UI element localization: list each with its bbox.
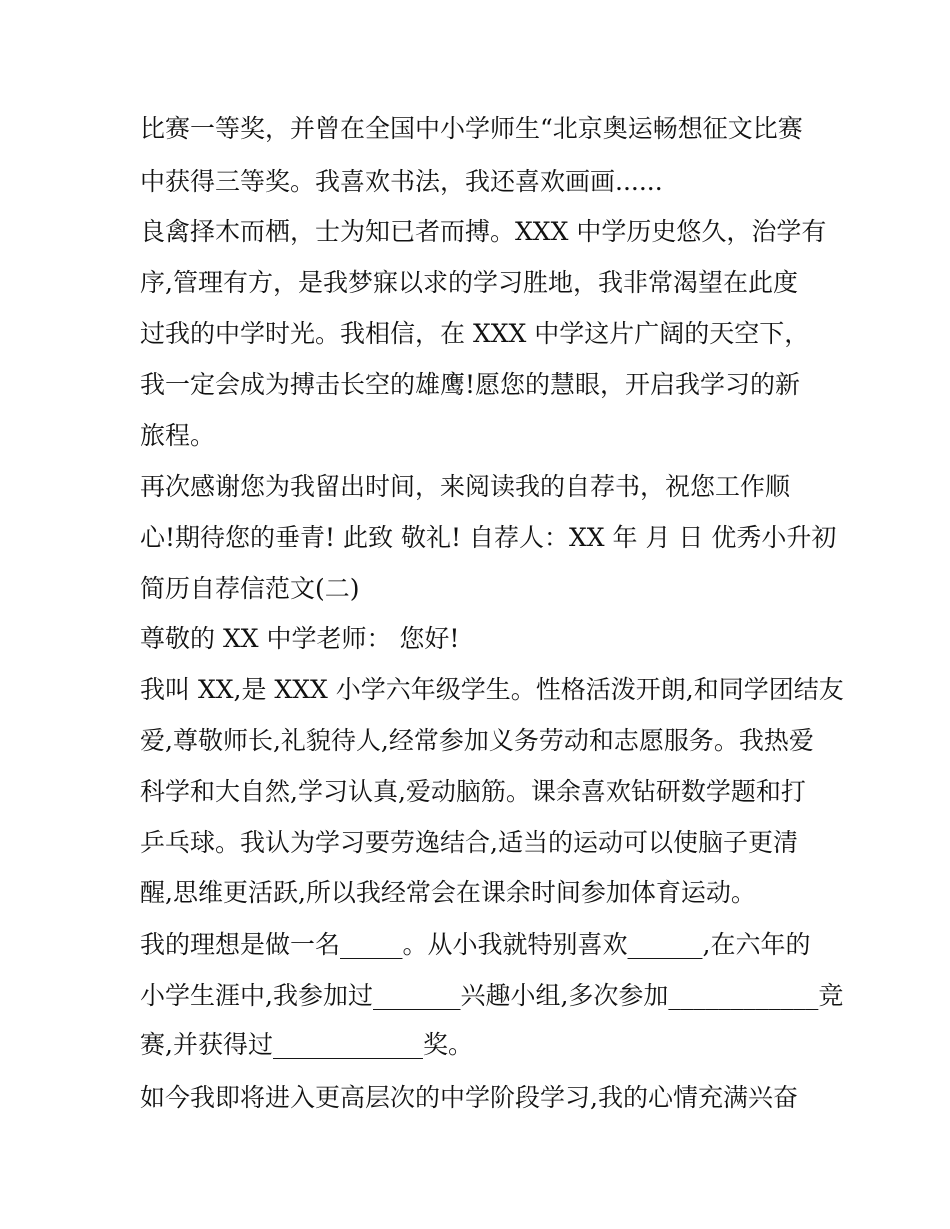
- paragraph-line: 序,管理有方，是我梦寐以求的学习胜地，我非常渴望在此度: [140, 268, 798, 297]
- paragraph-line: 爱,尊敬师长,礼貌待人,经常参加义务劳动和志愿服务。我热爱: [140, 726, 814, 755]
- paragraph-line: 再次感谢您为我留出时间，来阅读我的自荐书，祝您工作顺: [140, 472, 791, 501]
- paragraph-line: 赛,并获得过____________奖。: [140, 1030, 473, 1059]
- section-heading: 简历自荐信范文(二): [140, 574, 360, 603]
- paragraph-line: 比赛一等奖，并曾在全国中小学师生“北京奥运畅想征文比赛: [140, 114, 803, 143]
- paragraph-line: 良禽择木而栖，士为知已者而搏。XXX 中学历史悠久，治学有: [140, 217, 827, 246]
- paragraph-line: 醒,思维更活跃,所以我经常会在课余时间参加体育运动。: [140, 878, 756, 907]
- paragraph-line: 中获得三等奖。我喜欢书法，我还喜欢画画......: [140, 167, 663, 196]
- paragraph-line: 乒乓球。我认为学习要劳逸结合,适当的运动可以使脑子更清: [140, 828, 798, 857]
- paragraph-line: 过我的中学时光。我相信，在 XXX 中学这片广阔的天空下，: [140, 319, 810, 348]
- paragraph-line: 我叫 XX,是 XXX 小学六年级学生。性格活泼开朗,和同学团结友: [140, 675, 844, 704]
- paragraph-line: 小学生涯中,我参加过_______兴趣小组,多次参加____________竞: [140, 981, 844, 1010]
- paragraph-line: 如今我即将进入更高层次的中学阶段学习,我的心情充满兴奋: [140, 1083, 798, 1112]
- paragraph-line: 我的理想是做一名_____。从小我就特别喜欢______,在六年的: [140, 930, 811, 959]
- paragraph-line: 心!期待您的垂青! 此致 敬礼! 自荐人：XX 年 月 日 优秀小升初: [140, 523, 837, 552]
- paragraph-line: 我一定会成为搏击长空的雄鹰!愿您的慧眼，开启我学习的新: [140, 370, 801, 399]
- paragraph-line: 旅程。: [140, 421, 216, 450]
- paragraph-line: 科学和大自然,学习认真,爱动脑筋。课余喜欢钻研数学题和打: [140, 777, 806, 806]
- salutation-line: 尊敬的 XX 中学老师： 您好!: [140, 624, 460, 653]
